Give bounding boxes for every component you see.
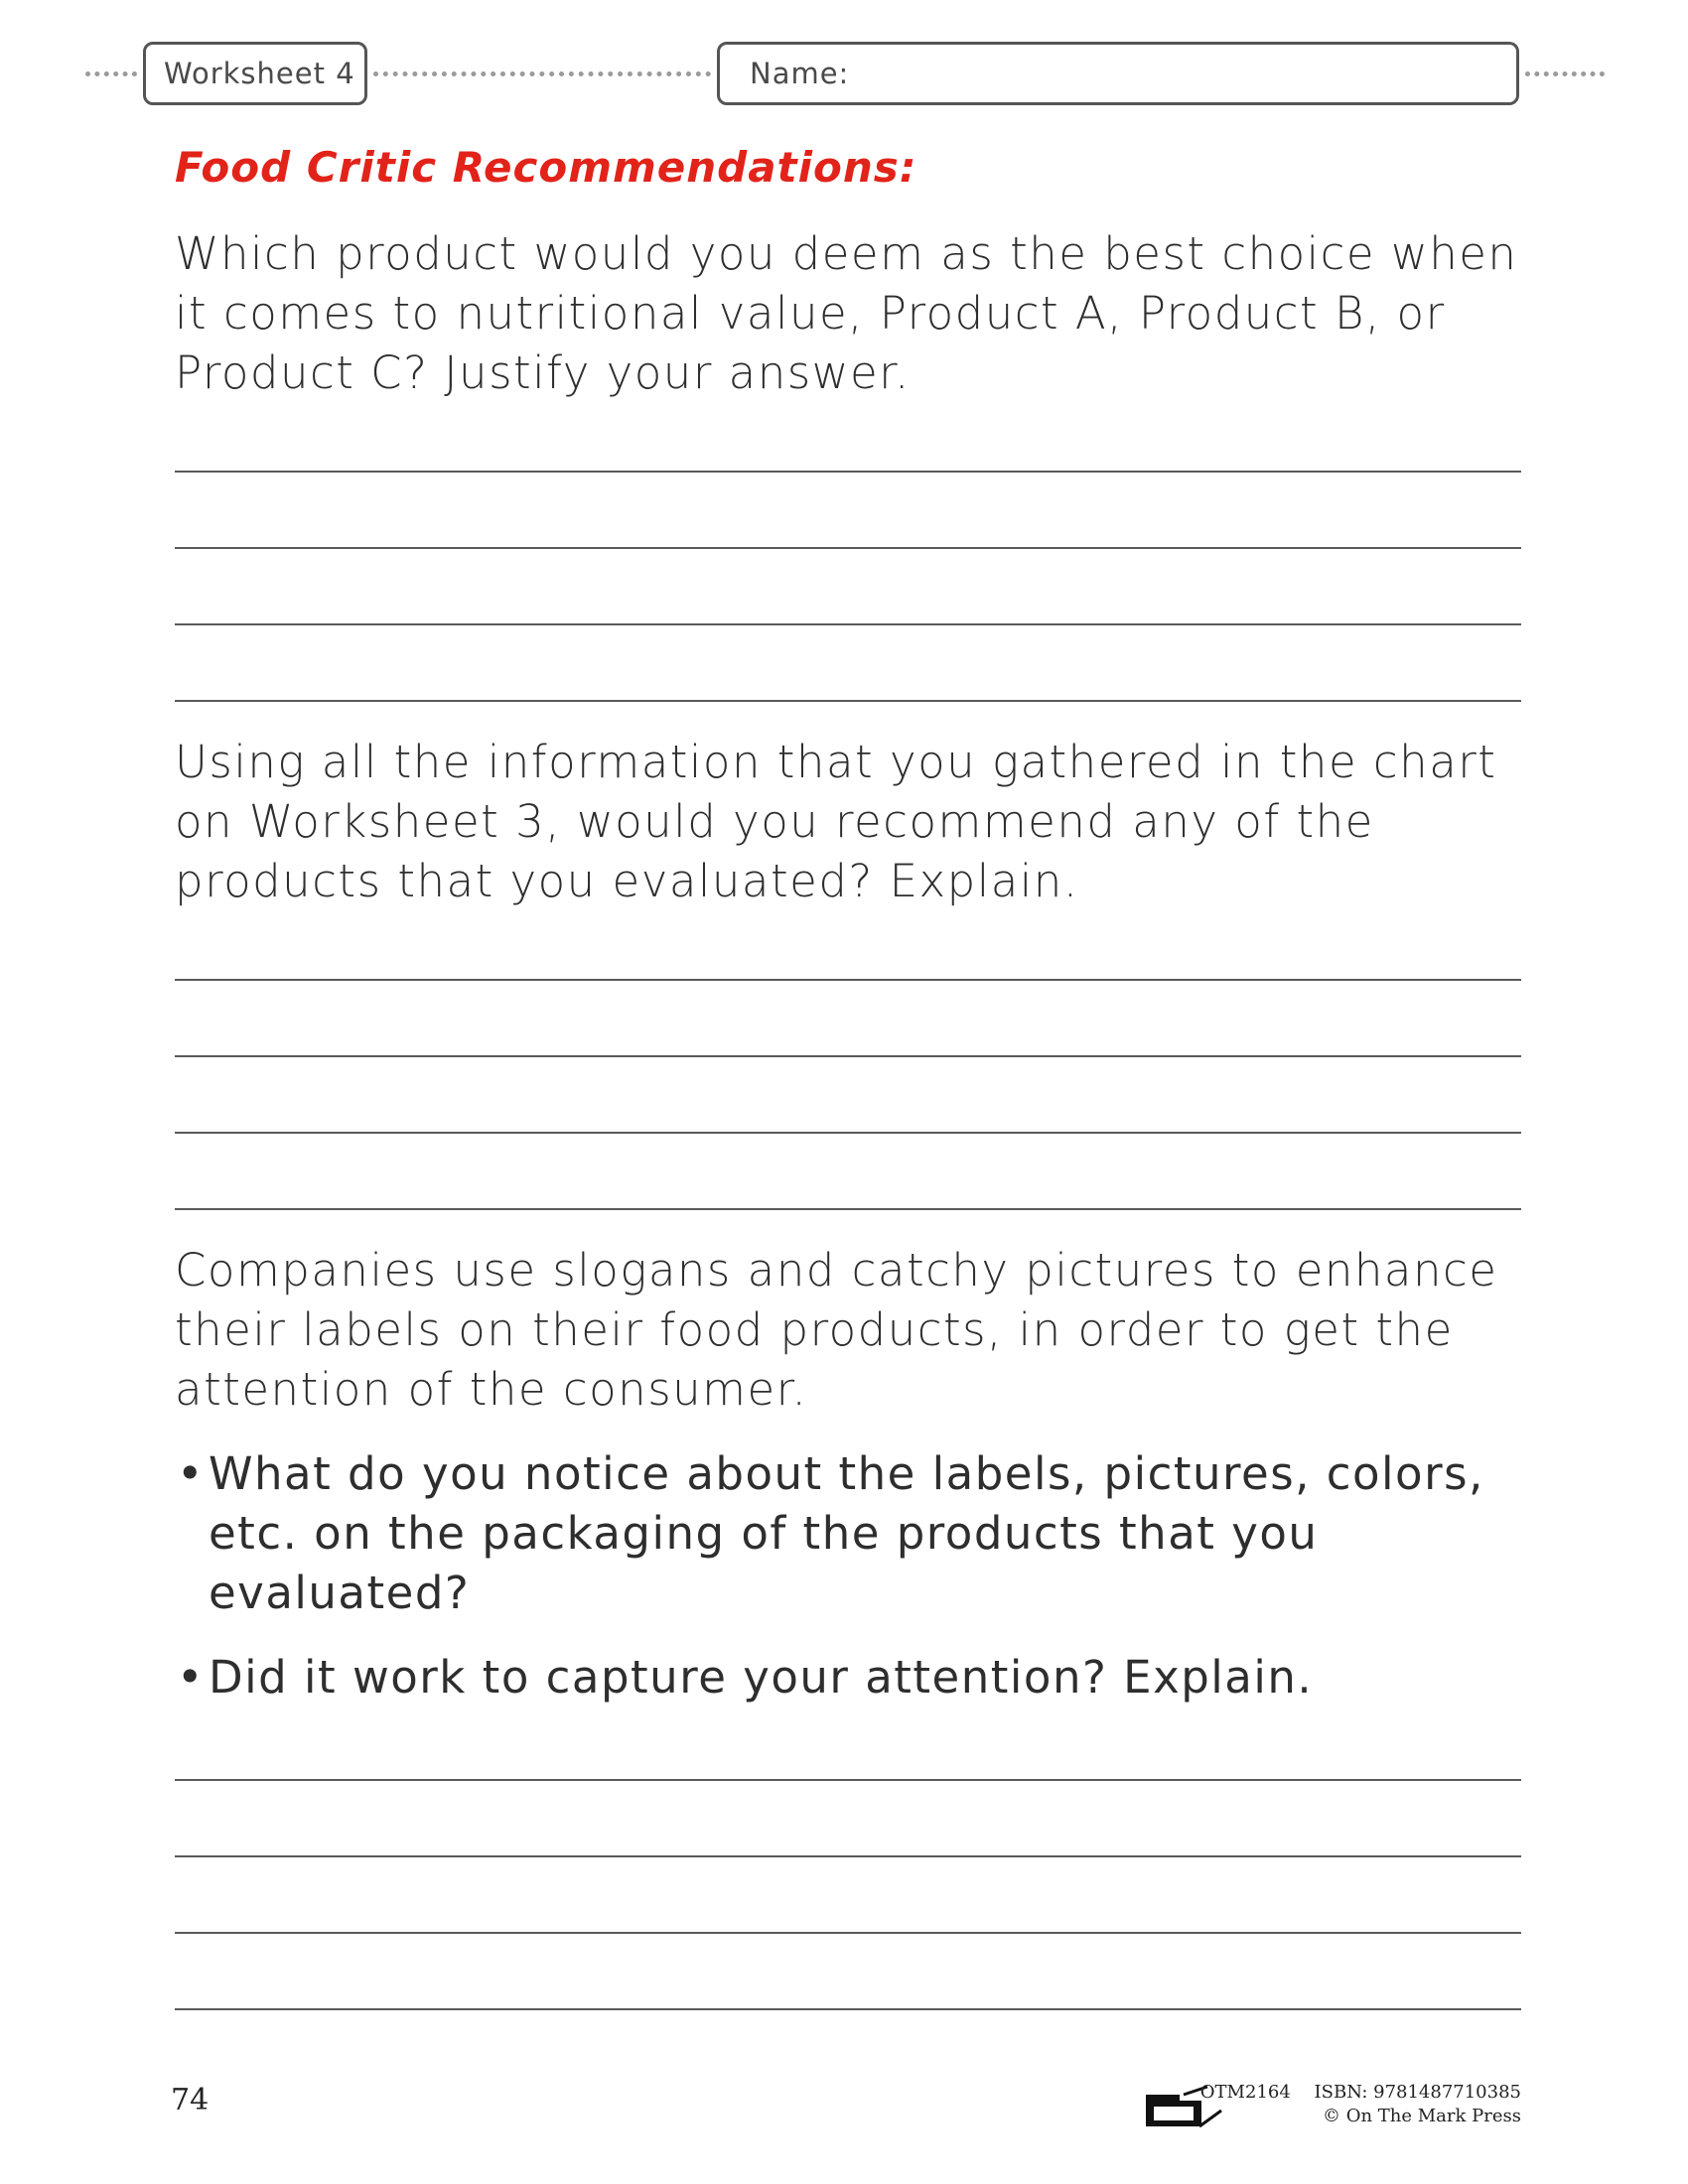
answer-line-3-4[interactable] [175, 2008, 1521, 2010]
answer-line-3-3[interactable] [175, 1932, 1521, 1934]
answer-line-3-1[interactable] [175, 1779, 1521, 1781]
header-dots-right [1525, 71, 1605, 76]
answer-line-2-2[interactable] [175, 1055, 1521, 1057]
answer-line-1-2[interactable] [175, 547, 1521, 549]
answer-line-3-2[interactable] [175, 1855, 1521, 1857]
answer-line-2-3[interactable] [175, 1132, 1521, 1134]
answer-line-1-1[interactable] [175, 471, 1521, 473]
question-1-text: Which product would you deem as the best choice when it comes to nutritional value, Product A, Product B, or Product C? Justify your answer. [175, 227, 1518, 399]
header-dots-left [85, 71, 137, 76]
answer-line-1-4[interactable] [175, 700, 1521, 702]
copyright: © On The Mark Press [1322, 2106, 1521, 2126]
isbn: ISBN: 9781487710385 [1314, 2082, 1521, 2103]
answer-line-1-3[interactable] [175, 623, 1521, 625]
name-label: Name: [750, 57, 850, 90]
question-2-text: Using all the information that you gathered in the chart on Worksheet 3, would you recommend any of the products that you evaluated? Explain. [175, 736, 1497, 907]
product-code: OTM2164 [1199, 2082, 1291, 2103]
question-3-bullet-1: • What do you notice about the labels, pictures, colors, etc. on the packaging of the products that you evaluated? [175, 1444, 1545, 1623]
worksheet-tab [143, 42, 367, 105]
worksheet-label: Worksheet 4 [164, 57, 355, 90]
name-field[interactable] [717, 42, 1519, 105]
question-3-text: Companies use slogans and catchy pictures to enhance their labels on their food products, in order to get the attention of the consumer. [175, 1244, 1498, 1416]
answer-line-2-1[interactable] [175, 979, 1521, 981]
page-number: 74 [171, 2083, 210, 2117]
question-3-bullet-2: • Did it work to capture your attention? Explain. [175, 1648, 1545, 1707]
header-dots-middle [373, 71, 711, 76]
answer-line-2-4[interactable] [175, 1208, 1521, 1210]
footer-info [1200, 2081, 1521, 2128]
page-title: Food Critic Recommendations: [175, 143, 917, 192]
